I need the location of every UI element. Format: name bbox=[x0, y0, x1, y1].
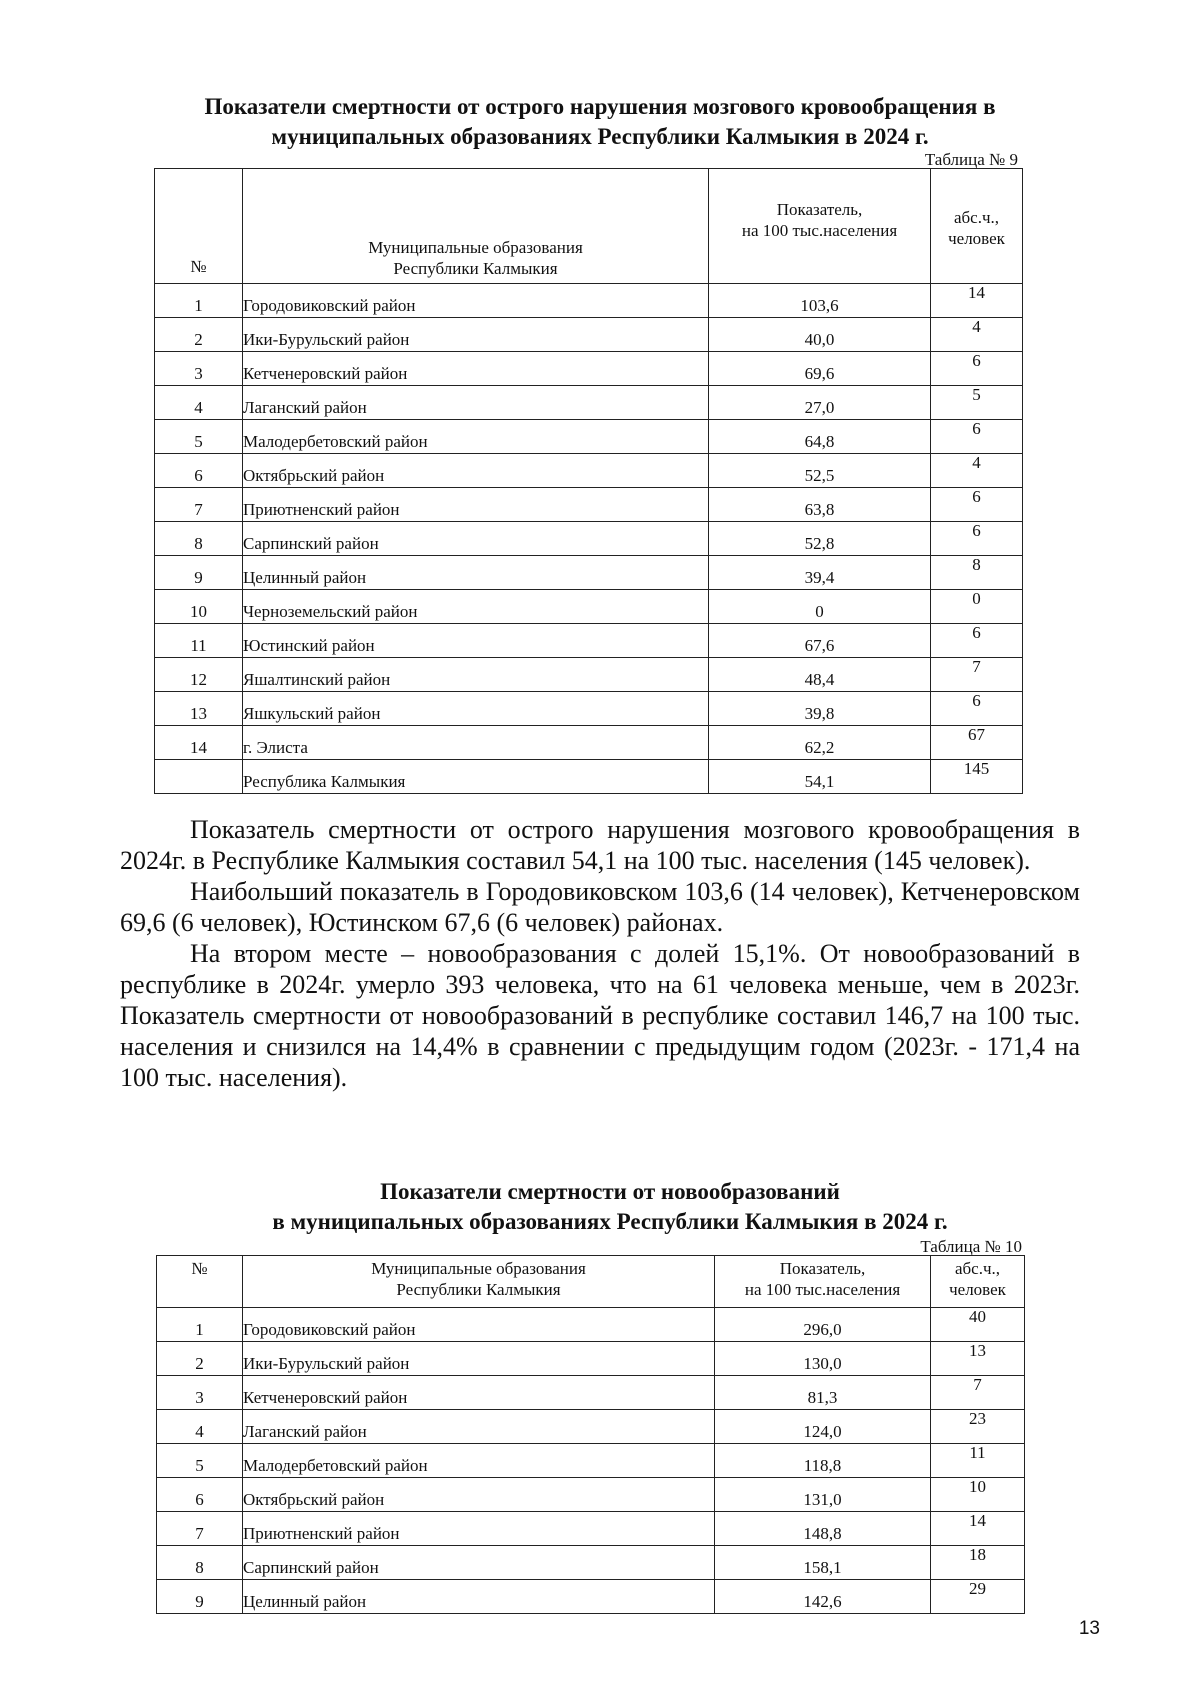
rate-value: 52,8 bbox=[709, 522, 931, 556]
absolute-count: 10 bbox=[931, 1478, 1025, 1512]
rate-value: 69,6 bbox=[709, 352, 931, 386]
absolute-count: 23 bbox=[931, 1410, 1025, 1444]
table9-caption: Таблица № 9 bbox=[924, 150, 1018, 169]
row-number: 8 bbox=[155, 522, 243, 556]
table-row bbox=[155, 522, 1023, 556]
paragraph-1: Показатель смертности от острого нарушения мозгового кровообращения в 2024г. в Республике Калмыкия составил 54,1 на 100 тыс. населения (145 человек). bbox=[120, 815, 1080, 875]
district-name: Кетченеровский район bbox=[243, 1376, 715, 1410]
absolute-count: 6 bbox=[931, 522, 1023, 556]
row-number: 4 bbox=[155, 386, 243, 420]
district-name: Лаганский район bbox=[243, 386, 709, 420]
rate-value: 67,6 bbox=[709, 624, 931, 658]
row-number bbox=[155, 760, 243, 794]
table9-header-abs: абс.ч., человек bbox=[931, 169, 1023, 284]
row-number: 1 bbox=[155, 284, 243, 318]
rate-value: 63,8 bbox=[709, 488, 931, 522]
table9-title bbox=[120, 92, 1080, 152]
table9-header-mo: Муниципальные образования Республики Калмыкия bbox=[243, 169, 709, 284]
absolute-count: 29 bbox=[931, 1580, 1025, 1614]
district-name: Городовиковский район bbox=[243, 1308, 715, 1342]
absolute-count: 13 bbox=[931, 1342, 1025, 1376]
rate-value: 40,0 bbox=[709, 318, 931, 352]
absolute-count: 11 bbox=[931, 1444, 1025, 1478]
absolute-count: 18 bbox=[931, 1546, 1025, 1580]
table-row bbox=[155, 760, 1023, 794]
row-number: 5 bbox=[155, 420, 243, 454]
table-row bbox=[155, 454, 1023, 488]
table-row bbox=[157, 1308, 1025, 1342]
district-name: Яшкульский район bbox=[243, 692, 709, 726]
rate-value: 296,0 bbox=[715, 1308, 931, 1342]
row-number: 2 bbox=[157, 1342, 243, 1376]
rate-value: 39,8 bbox=[709, 692, 931, 726]
body-text bbox=[120, 814, 1080, 1093]
table10-title bbox=[160, 1177, 1060, 1237]
table9 bbox=[154, 168, 1023, 794]
district-name: Приютненский район bbox=[243, 488, 709, 522]
table-row bbox=[155, 590, 1023, 624]
rate-value: 62,2 bbox=[709, 726, 931, 760]
table10-title-line2: в муниципальных образованиях Республики Калмыкия в 2024 г. bbox=[272, 1209, 948, 1234]
row-number: 4 bbox=[157, 1410, 243, 1444]
table-row bbox=[157, 1580, 1025, 1614]
row-number: 10 bbox=[155, 590, 243, 624]
district-name: Кетченеровский район bbox=[243, 352, 709, 386]
district-name: Сарпинский район bbox=[243, 1546, 715, 1580]
row-number: 2 bbox=[155, 318, 243, 352]
table-row bbox=[157, 1410, 1025, 1444]
rate-value: 118,8 bbox=[715, 1444, 931, 1478]
absolute-count: 6 bbox=[931, 624, 1023, 658]
rate-value: 124,0 bbox=[715, 1410, 931, 1444]
absolute-count: 0 bbox=[931, 590, 1023, 624]
table-row bbox=[155, 420, 1023, 454]
rate-value: 0 bbox=[709, 590, 931, 624]
absolute-count: 6 bbox=[931, 352, 1023, 386]
row-number: 8 bbox=[157, 1546, 243, 1580]
rate-value: 142,6 bbox=[715, 1580, 931, 1614]
absolute-count: 67 bbox=[931, 726, 1023, 760]
table-row bbox=[155, 488, 1023, 522]
table10-header-mo: Муниципальные образования Республики Калмыкия bbox=[243, 1256, 715, 1308]
absolute-count: 5 bbox=[931, 386, 1023, 420]
table-row bbox=[155, 318, 1023, 352]
row-number: 14 bbox=[155, 726, 243, 760]
row-number: 7 bbox=[155, 488, 243, 522]
rate-value: 148,8 bbox=[715, 1512, 931, 1546]
table-row bbox=[157, 1376, 1025, 1410]
table-row bbox=[155, 556, 1023, 590]
rate-value: 158,1 bbox=[715, 1546, 931, 1580]
district-name: Яшалтинский район bbox=[243, 658, 709, 692]
rate-value: 27,0 bbox=[709, 386, 931, 420]
rate-value: 64,8 bbox=[709, 420, 931, 454]
row-number: 6 bbox=[157, 1478, 243, 1512]
table10-title-line1: Показатели смертности от новообразований bbox=[380, 1179, 840, 1204]
table-row bbox=[155, 386, 1023, 420]
district-name: Малодербетовский район bbox=[243, 420, 709, 454]
district-name: Городовиковский район bbox=[243, 284, 709, 318]
district-name: Октябрьский район bbox=[243, 454, 709, 488]
table10-header-indicator: Показатель, на 100 тыс.населения bbox=[715, 1256, 931, 1308]
absolute-count: 6 bbox=[931, 488, 1023, 522]
table9-title-line1: Показатели смертности от острого нарушения мозгового кровообращения в bbox=[204, 94, 996, 119]
row-number: 13 bbox=[155, 692, 243, 726]
table-row bbox=[155, 692, 1023, 726]
table9-title-line2: муниципальных образованиях Республики Калмыкия в 2024 г. bbox=[271, 124, 929, 149]
rate-value: 103,6 bbox=[709, 284, 931, 318]
table9-header-no: № bbox=[155, 169, 243, 284]
district-name: Республика Калмыкия bbox=[243, 760, 709, 794]
table-row bbox=[157, 1478, 1025, 1512]
table-row bbox=[155, 624, 1023, 658]
row-number: 1 bbox=[157, 1308, 243, 1342]
district-name: Целинный район bbox=[243, 556, 709, 590]
table-row bbox=[155, 726, 1023, 760]
table-row bbox=[155, 352, 1023, 386]
rate-value: 131,0 bbox=[715, 1478, 931, 1512]
rate-value: 52,5 bbox=[709, 454, 931, 488]
row-number: 9 bbox=[157, 1580, 243, 1614]
district-name: Ики-Бурульский район bbox=[243, 1342, 715, 1376]
absolute-count: 4 bbox=[931, 318, 1023, 352]
table10-header-no: № bbox=[157, 1256, 243, 1308]
district-name: Октябрьский район bbox=[243, 1478, 715, 1512]
district-name: г. Элиста bbox=[243, 726, 709, 760]
absolute-count: 7 bbox=[931, 658, 1023, 692]
row-number: 5 bbox=[157, 1444, 243, 1478]
district-name: Лаганский район bbox=[243, 1410, 715, 1444]
absolute-count: 14 bbox=[931, 1512, 1025, 1546]
absolute-count: 6 bbox=[931, 692, 1023, 726]
row-number: 7 bbox=[157, 1512, 243, 1546]
rate-value: 54,1 bbox=[709, 760, 931, 794]
table-row bbox=[157, 1512, 1025, 1546]
absolute-count: 14 bbox=[931, 284, 1023, 318]
absolute-count: 6 bbox=[931, 420, 1023, 454]
row-number: 11 bbox=[155, 624, 243, 658]
district-name: Приютненский район bbox=[243, 1512, 715, 1546]
table-row bbox=[157, 1546, 1025, 1580]
rate-value: 130,0 bbox=[715, 1342, 931, 1376]
row-number: 3 bbox=[157, 1376, 243, 1410]
paragraph-3: На втором месте – новообразования с долей 15,1%. От новообразований в республике в 2024г. умерло 393 человека, что на 61 человека меньше, чем в 2023г. Показатель смертности от новообразований в республике составил 146,7 на 100 тыс. населения и снизился на 14,4% в сравнении с предыдущим годом (2023г. - 171,4 на 100 тыс. населения). bbox=[120, 939, 1080, 1092]
table-row bbox=[157, 1444, 1025, 1478]
page-number: 13 bbox=[1078, 1618, 1100, 1639]
row-number: 3 bbox=[155, 352, 243, 386]
district-name: Черноземельский район bbox=[243, 590, 709, 624]
table10-header-abs: абс.ч., человек bbox=[931, 1256, 1025, 1308]
district-name: Юстинский район bbox=[243, 624, 709, 658]
row-number: 9 bbox=[155, 556, 243, 590]
district-name: Ики-Бурульский район bbox=[243, 318, 709, 352]
rate-value: 39,4 bbox=[709, 556, 931, 590]
table-row bbox=[155, 658, 1023, 692]
absolute-count: 40 bbox=[931, 1308, 1025, 1342]
district-name: Сарпинский район bbox=[243, 522, 709, 556]
table-row bbox=[155, 284, 1023, 318]
district-name: Целинный район bbox=[243, 1580, 715, 1614]
row-number: 12 bbox=[155, 658, 243, 692]
absolute-count: 145 bbox=[931, 760, 1023, 794]
absolute-count: 8 bbox=[931, 556, 1023, 590]
district-name: Малодербетовский район bbox=[243, 1444, 715, 1478]
paragraph-2: Наибольший показатель в Городовиковском 103,6 (14 человек), Кетченеровском 69,6 (6 человек), Юстинском 67,6 (6 человек) районах. bbox=[120, 877, 1080, 937]
table9-header-indicator: Показатель, на 100 тыс.населения bbox=[709, 169, 931, 284]
rate-value: 81,3 bbox=[715, 1376, 931, 1410]
row-number: 6 bbox=[155, 454, 243, 488]
absolute-count: 4 bbox=[931, 454, 1023, 488]
table10-caption: Таблица № 10 bbox=[920, 1237, 1022, 1256]
rate-value: 48,4 bbox=[709, 658, 931, 692]
absolute-count: 7 bbox=[931, 1376, 1025, 1410]
table-row bbox=[157, 1342, 1025, 1376]
table10 bbox=[156, 1255, 1025, 1614]
